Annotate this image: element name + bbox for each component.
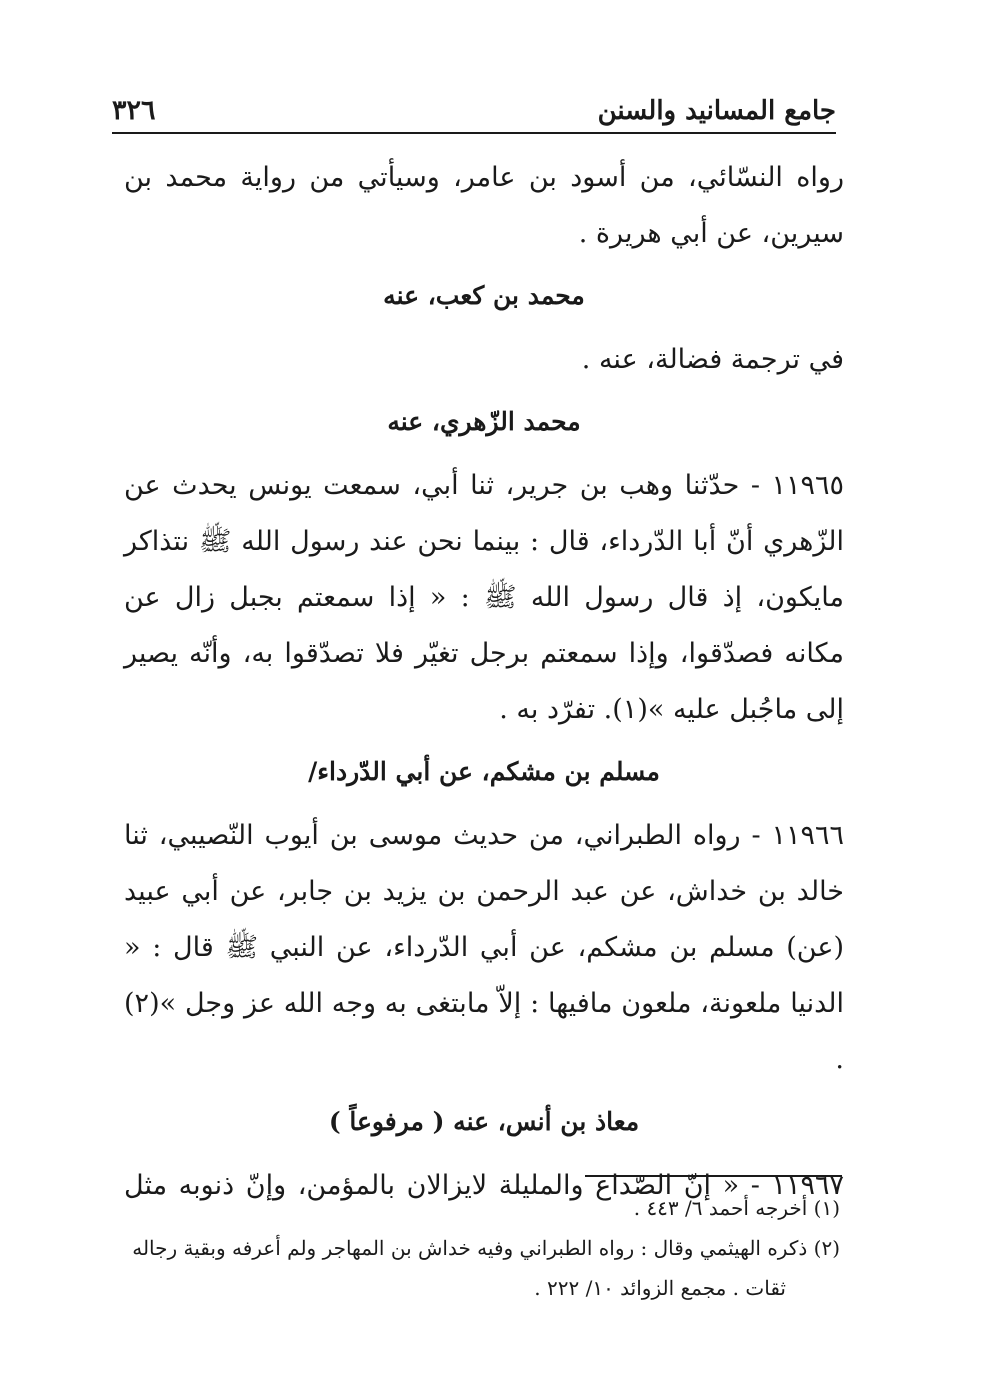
section-heading-muhammad-bin-kaab: محمد بن كعب، عنه <box>383 281 585 310</box>
hadith-11966: ١١٩٦٦ - رواه الطبراني، من حديث موسى بن أيوب النّصيبي، ثنا خالد بن خداش، عن عبد الرحمن بن يزيد بن جابر، عن أبي عبيد (عن) مسلم بن مشكم، عن أبي الدّرداء، عن النبي ﷺ قال : « الدنيا ملعونة، ملعون مافيها : إلاّ مابتغى به وجه الله عز وجل »(٢) . <box>124 820 844 1075</box>
paragraph-fadala: في ترجمة فضالة، عنه . <box>581 344 844 375</box>
section-heading-muslim-bin-mushkam: مسلم بن مشكم، عن أبي الدّرداء/ <box>308 757 660 786</box>
footnote-2: (٢) ذكره الهيثمي وقال : رواه الطبراني وفيه خداش بن المهاجر ولم أعرفه وبقية رجاله <box>132 1236 840 1260</box>
footnote-divider <box>585 1175 842 1177</box>
page-number: ٣٢٦ <box>112 95 156 126</box>
paragraph-nasai: رواه النسّائي، من أسود بن عامر، وسيأتي من رواية محمد بن سيرين، عن أبي هريرة . <box>124 162 844 249</box>
hadith-11967: ١١٩٦٧ - « إنّ الصّداع والمليلة لايزالان بالمؤمن، وإنّ ذنوبه مثل <box>124 1170 844 1201</box>
running-header <box>112 78 836 134</box>
main-text <box>124 150 844 1214</box>
book-title: جامع المسانيد والسنن <box>597 96 836 126</box>
footnote-2-continuation: ثقات . مجمع الزوائد ١٠/ ٢٢٢ . <box>534 1276 786 1300</box>
footnote-1: (١) أخرجه أحمد ٦/ ٤٤٣ . <box>633 1196 840 1220</box>
footnotes <box>122 1188 840 1308</box>
section-heading-zuhri: محمد الزّهري، عنه <box>387 407 581 436</box>
section-heading-muadh-bin-anas: معاذ بن أنس، عنه ( مرفوعاً ) <box>328 1107 640 1136</box>
hadith-11965: ١١٩٦٥ - حدّثنا وهب بن جرير، ثنا أبي، سمعت يونس يحدث عن الزّهري أنّ أبا الدّرداء، قال : بينما نحن عند رسول الله ﷺ نتذاكر مايكون، إذ قال رسول الله ﷺ : « إذا سمعتم بجبل زال عن مكانه فصدّقوا، وإذا سمعتم برجل تغيّر فلا تصدّقوا به، وأنّه يصير إلى ماجُبل عليه »(١). تفرّد به . <box>124 470 844 725</box>
